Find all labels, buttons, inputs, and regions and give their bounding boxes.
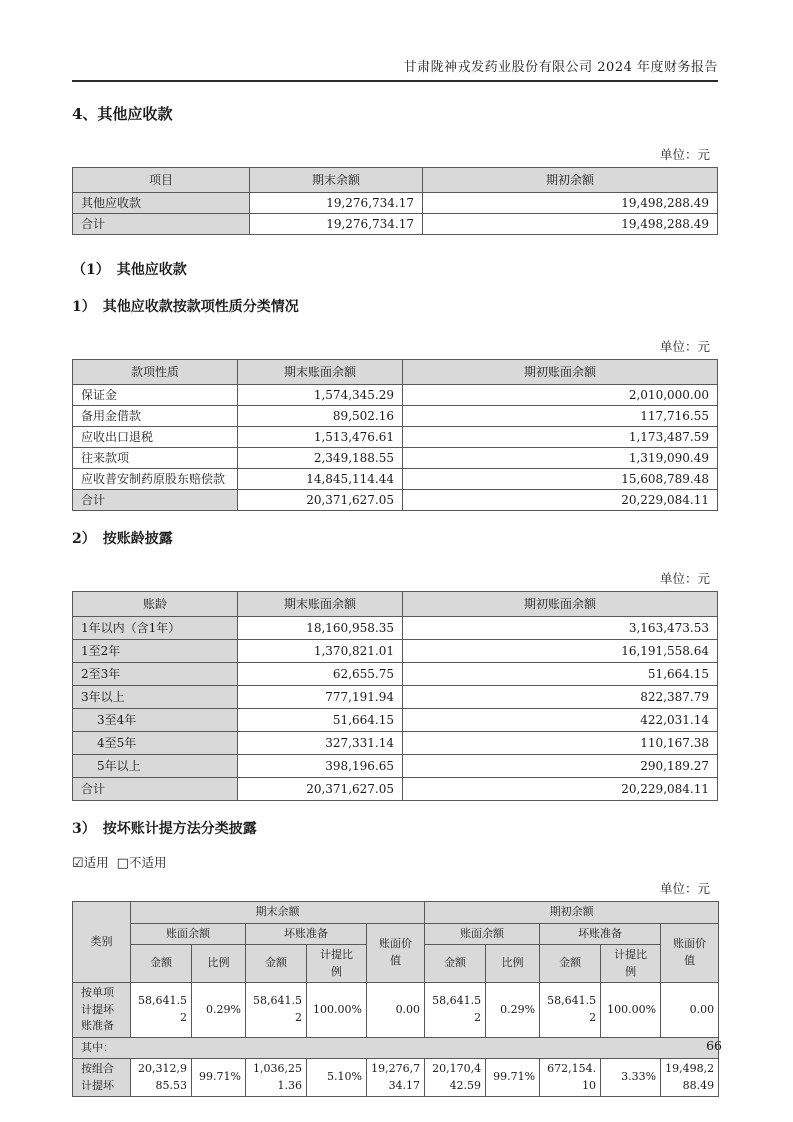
nature-table: [72, 359, 718, 511]
row-label: 合计: [73, 778, 238, 801]
row-label: 备用金借款: [73, 406, 238, 427]
table-row: [73, 1059, 719, 1097]
cell-value: 19,276,734.17: [250, 193, 423, 214]
item1-title: 1） 其他应收款按款项性质分类情况: [72, 299, 299, 315]
cell-value: 777,191.94: [238, 686, 403, 709]
page-content: [72, 0, 718, 1097]
table-header-row: [73, 923, 719, 945]
row-label: 5年以上: [73, 755, 238, 778]
cell-value: 1,513,476.61: [238, 427, 403, 448]
cell-value: 99.71%: [486, 1059, 540, 1097]
table-row: [73, 406, 718, 427]
unit-label: 单位：元: [659, 881, 710, 896]
report-header-title: 甘肃陇神戎发药业股份有限公司 2024 年度财务报告: [403, 60, 718, 75]
row-label: 保证金: [73, 385, 238, 406]
column-header: 金额: [425, 945, 486, 983]
cell-value: 0.29%: [486, 983, 540, 1038]
item3-title: 3） 按坏账计提方法分类披露: [72, 821, 257, 837]
cell-value: 89,502.16: [238, 406, 403, 427]
cell-value: 16,191,558.64: [403, 640, 718, 663]
not-applicable-label: 不适用: [128, 855, 167, 870]
table-total-row: [73, 778, 718, 801]
table-row: [73, 469, 718, 490]
column-header: 坏账准备: [540, 923, 661, 945]
cell-value: 18,160,958.35: [238, 617, 403, 640]
column-header: 账面余额: [425, 923, 540, 945]
cell-value: 19,276,734.17: [250, 214, 423, 235]
unit-label: 单位：元: [659, 147, 710, 162]
cell-value: 0.00: [661, 983, 719, 1038]
checkbox-unchecked-icon: □: [116, 856, 129, 871]
row-label: 合计: [73, 214, 250, 235]
summary-table: [72, 167, 718, 235]
cell-value: 110,167.38: [403, 732, 718, 755]
row-label: 其他应收款: [73, 193, 250, 214]
column-header: 金额: [540, 945, 601, 983]
cell-value: 58,641.52: [131, 983, 192, 1038]
subsection-title: （1） 其他应收款: [72, 262, 187, 278]
cell-value: 20,170,442.59: [425, 1059, 486, 1097]
table-total-row: [73, 490, 718, 511]
column-header: 期初余额: [425, 902, 719, 924]
column-header: 账面价值: [661, 923, 719, 983]
table-row: [73, 755, 718, 778]
table-row: [73, 686, 718, 709]
column-header: 计提比例: [307, 945, 367, 983]
table-row: [73, 385, 718, 406]
table-row: [73, 983, 719, 1038]
column-header: 期末余额: [131, 902, 425, 924]
column-header: 比例: [486, 945, 540, 983]
cell-value: 672,154.10: [540, 1059, 601, 1097]
row-label: 合计: [73, 490, 238, 511]
cell-value: 19,498,288.49: [661, 1059, 719, 1097]
cell-value: 20,371,627.05: [238, 490, 403, 511]
table-subheader-row: [73, 1037, 719, 1059]
row-label: 1至2年: [73, 640, 238, 663]
cell-value: 398,196.65: [238, 755, 403, 778]
provision-method-table: [72, 901, 719, 1097]
column-header: 账龄: [73, 592, 238, 617]
table-header-row: [73, 592, 718, 617]
cell-value: 20,312,985.53: [131, 1059, 192, 1097]
row-label: 1年以内（含1年）: [73, 617, 238, 640]
row-label: 应收普安制药原股东赔偿款: [73, 469, 238, 490]
cell-value: 422,031.14: [403, 709, 718, 732]
cell-value: 3.33%: [601, 1059, 661, 1097]
row-label: 按单项计提坏账准备: [73, 983, 131, 1038]
row-label: 按组合计提坏: [73, 1059, 131, 1097]
aging-table: [72, 591, 718, 801]
cell-value: 19,276,734.17: [367, 1059, 425, 1097]
row-label: 应收出口退税: [73, 427, 238, 448]
cell-value: 20,229,084.11: [403, 490, 718, 511]
cell-value: 5.10%: [307, 1059, 367, 1097]
table-header-row: [73, 360, 718, 385]
row-label: 3年以上: [73, 686, 238, 709]
table-row: [73, 640, 718, 663]
cell-value: 62,655.75: [238, 663, 403, 686]
column-header: 账面价值: [367, 923, 425, 983]
column-header: 期末账面余额: [238, 592, 403, 617]
cell-value: 20,229,084.11: [403, 778, 718, 801]
cell-value: 822,387.79: [403, 686, 718, 709]
applicability-line: [72, 853, 718, 871]
column-header: 坏账准备: [246, 923, 367, 945]
cell-value: 290,189.27: [403, 755, 718, 778]
table-row: [73, 448, 718, 469]
cell-value: 1,370,821.01: [238, 640, 403, 663]
table-total-row: [73, 214, 718, 235]
cell-value: 1,574,345.29: [238, 385, 403, 406]
row-label: 往来款项: [73, 448, 238, 469]
table-header-row: [73, 168, 718, 193]
cell-value: 51,664.15: [238, 709, 403, 732]
table-row: [73, 427, 718, 448]
cell-value: 100.00%: [307, 983, 367, 1038]
header-rule: [72, 80, 718, 82]
cell-value: 58,641.52: [246, 983, 307, 1038]
applicable-option: [72, 855, 109, 870]
cell-value: 14,845,114.44: [238, 469, 403, 490]
column-header: 款项性质: [73, 360, 238, 385]
table-row: [73, 193, 718, 214]
table-header-row: [73, 902, 719, 924]
checkbox-checked-icon: ☑: [72, 856, 84, 871]
cell-value: 117,716.55: [403, 406, 718, 427]
section-title: 4、其他应收款: [72, 105, 173, 123]
cell-value: 2,010,000.00: [403, 385, 718, 406]
table-row: [73, 617, 718, 640]
column-header: 项目: [73, 168, 250, 193]
not-applicable-option: [117, 855, 167, 870]
column-header: 类别: [73, 902, 131, 983]
unit-label: 单位：元: [659, 571, 710, 586]
unit-label: 单位：元: [659, 339, 710, 354]
cell-value: 19,498,288.49: [423, 193, 718, 214]
cell-value: 58,641.52: [425, 983, 486, 1038]
cell-value: 2,349,188.55: [238, 448, 403, 469]
cell-value: 15,608,789.48: [403, 469, 718, 490]
row-label: 3至4年: [73, 709, 238, 732]
column-header: 比例: [192, 945, 246, 983]
cell-value: 0.29%: [192, 983, 246, 1038]
column-header: 期末余额: [250, 168, 423, 193]
column-header: 计提比例: [601, 945, 661, 983]
cell-value: 1,319,090.49: [403, 448, 718, 469]
column-header: 期初余额: [423, 168, 718, 193]
applicable-label: 适用: [83, 855, 109, 870]
column-header: 账面余额: [131, 923, 246, 945]
column-header: 期初账面余额: [403, 592, 718, 617]
cell-value: 58,641.52: [540, 983, 601, 1038]
row-label: 2至3年: [73, 663, 238, 686]
row-label: 其中：: [73, 1037, 719, 1059]
cell-value: 327,331.14: [238, 732, 403, 755]
item2-title: 2） 按账龄披露: [72, 531, 173, 547]
row-label: 4至5年: [73, 732, 238, 755]
column-header: 金额: [246, 945, 307, 983]
column-header: 期末账面余额: [238, 360, 403, 385]
cell-value: 3,163,473.53: [403, 617, 718, 640]
table-row: [73, 709, 718, 732]
table-row: [73, 663, 718, 686]
cell-value: 1,173,487.59: [403, 427, 718, 448]
cell-value: 0.00: [367, 983, 425, 1038]
cell-value: 1,036,251.36: [246, 1059, 307, 1097]
page-number: 66: [706, 1038, 722, 1053]
table-row: [73, 732, 718, 755]
cell-value: 20,371,627.05: [238, 778, 403, 801]
cell-value: 99.71%: [192, 1059, 246, 1097]
cell-value: 51,664.15: [403, 663, 718, 686]
column-header: 期初账面余额: [403, 360, 718, 385]
cell-value: 100.00%: [601, 983, 661, 1038]
cell-value: 19,498,288.49: [423, 214, 718, 235]
column-header: 金额: [131, 945, 192, 983]
